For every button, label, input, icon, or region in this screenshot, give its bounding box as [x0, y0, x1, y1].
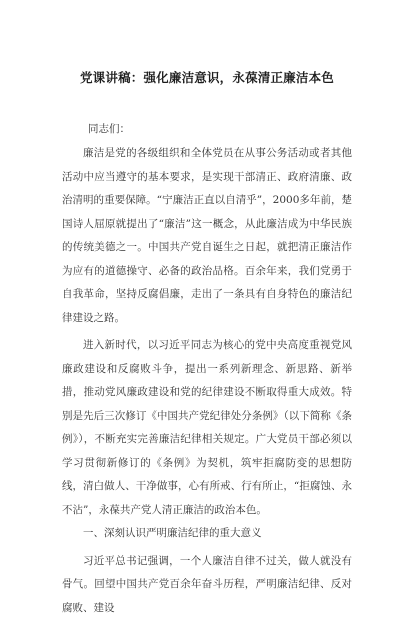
section-heading: 一、深刻认识严明廉洁纪律的重大意义 — [62, 522, 352, 546]
document-title: 党课讲稿：强化廉洁意识，永葆清正廉洁本色 — [62, 70, 352, 86]
salutation: 同志们： — [88, 120, 352, 138]
paragraph-1: 廉洁是党的各级组织和全体党员在从事公务活动或者其他活动中应当遵守的基本要求，是实现干部清正、政府清廉、政治清明的重要保障。“宁廉洁正直以自清乎”，2000多年前，楚国诗人屈原就提出了“廉洁”这一概念，从此廉洁成为中华民族的传统美德之一。中国共产党自诞生之日起，就把清正廉洁作为应有的道德操守、必备的政治品格。百余年来，我们党勇于自我革命，坚持反腐倡廉，走出了一条具有自身特色的廉洁纪律建设之路。 — [62, 142, 352, 330]
paragraph-2: 进入新时代，以习近平同志为核心的党中央高度重视党风廉政建设和反腐败斗争，提出一系列新理念、新思路、新举措，推动党风廉政建设和党的纪律建设不断取得重大成效。特别是先后三次修订《中国共产党纪律处分条例》（以下简称《条例》），不断充实完善廉洁纪律相关规定。广大党员干部必须以学习贯彻新修订的《条例》为契机，筑牢拒腐防变的思想防线，清白做人、干净做事，心有所戒、行有所止，“拒腐蚀、永不沾”，永葆共产党人清正廉洁的政治本色。 — [62, 334, 352, 522]
paragraph-3: 习近平总书记强调，一个人廉洁自律不过关，做人就没有骨气。回望中国共产党百余年奋斗历程，严明廉洁纪律、反对腐败、建设 — [62, 550, 352, 620]
